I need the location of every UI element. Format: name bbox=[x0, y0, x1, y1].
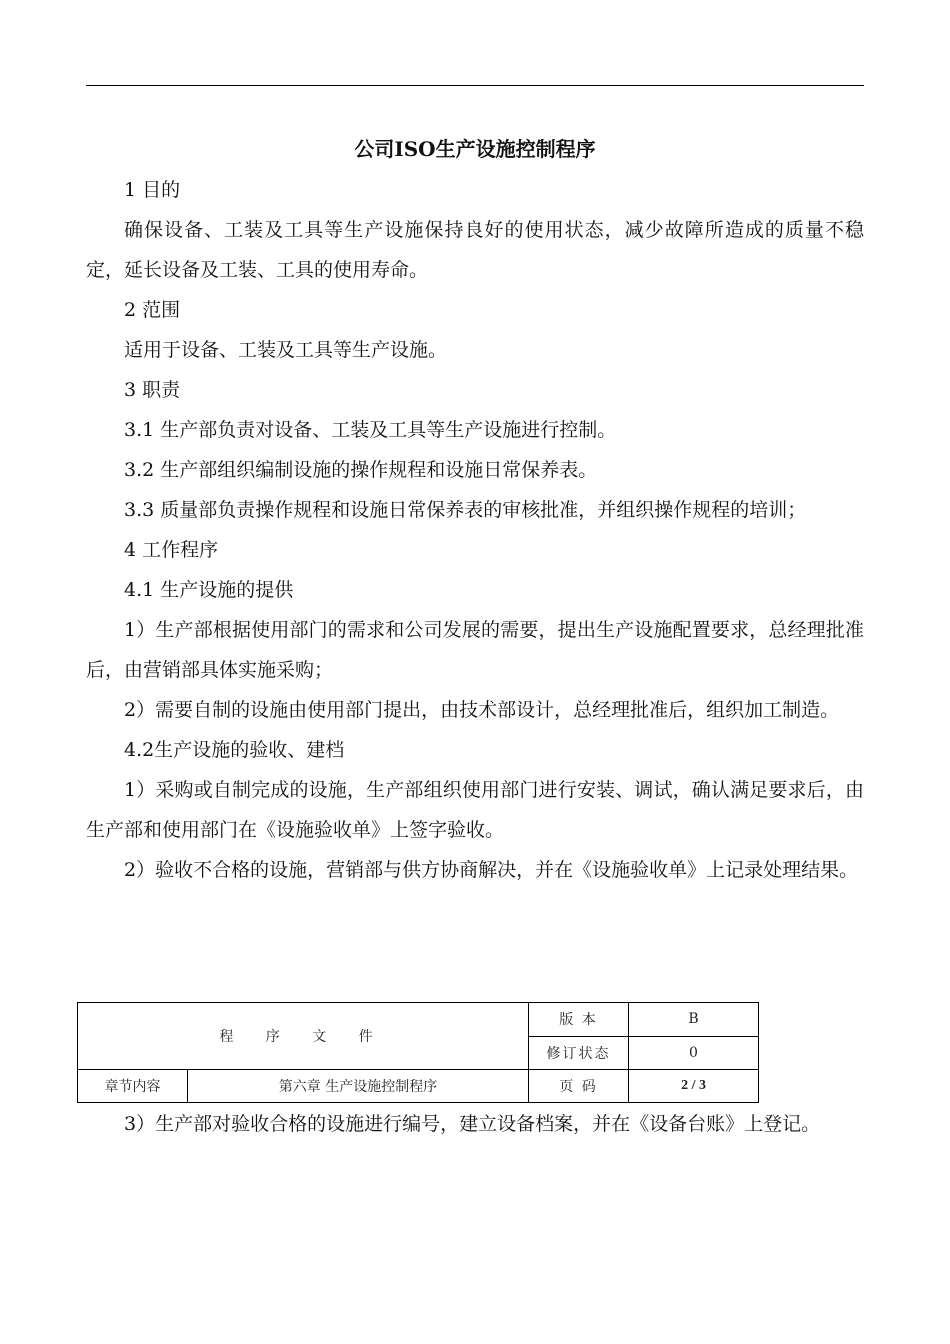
header-rule bbox=[86, 85, 864, 86]
paragraph: 适用于设备、工装及工具等生产设施。 bbox=[124, 339, 448, 361]
paragraph: 3）生产部对验收合格的设施进行编号，建立设备档案，并在《设备台账》上登记。 bbox=[124, 1113, 821, 1135]
page-label: 页 码 bbox=[529, 1070, 629, 1103]
document-control-table bbox=[77, 1002, 759, 1103]
paragraph: 1）采购或自制完成的设施，生产部组织使用部门进行安装、调试，确认满足要求后，由生产部和使用部门在《设施验收单》上签字验收。 bbox=[86, 779, 864, 841]
paragraph: 1）生产部根据使用部门的需求和公司发展的需要，提出生产设施配置要求，总经理批准后，由营销部具体实施采购； bbox=[86, 619, 864, 681]
document-title: 公司ISO生产设施控制程序 bbox=[354, 137, 596, 161]
paragraph: 3.3 质量部负责操作规程和设施日常保养表的审核批准，并组织操作规程的培训； bbox=[124, 499, 807, 521]
version-label: 版 本 bbox=[529, 1003, 629, 1037]
chapter-title: 第六章 生产设施控制程序 bbox=[188, 1070, 529, 1103]
paragraph: 3.1 生产部负责对设备、工装及工具等生产设施进行控制。 bbox=[124, 419, 617, 441]
section-heading: 3 职责 bbox=[124, 379, 181, 401]
section-heading: 4 工作程序 bbox=[124, 539, 219, 561]
section-heading: 2 范围 bbox=[124, 299, 181, 321]
paragraph: 2）需要自制的设施由使用部门提出，由技术部设计，总经理批准后，组织加工制造。 bbox=[124, 699, 840, 721]
page-number: 2 / 3 bbox=[629, 1070, 759, 1103]
version-value: B bbox=[629, 1003, 759, 1037]
revision-value: 0 bbox=[629, 1036, 759, 1070]
subsection-heading: 4.1 生产设施的提供 bbox=[124, 579, 294, 601]
revision-label: 修订状态 bbox=[529, 1036, 629, 1070]
section-heading: 1 目的 bbox=[124, 179, 181, 201]
document-body-continued bbox=[86, 1104, 864, 1144]
document-body bbox=[86, 170, 864, 890]
paragraph: 2）验收不合格的设施，营销部与供方协商解决，并在《设施验收单》上记录处理结果。 bbox=[124, 859, 859, 881]
section-label: 章节内容 bbox=[78, 1070, 188, 1103]
subsection-heading: 4.2生产设施的验收、建档 bbox=[124, 739, 345, 761]
paragraph: 确保设备、工装及工具等生产设施保持良好的使用状态，减少故障所造成的质量不稳定，延长设备及工装、工具的使用寿命。 bbox=[86, 219, 864, 281]
doc-type-cell: 程 序 文 件 bbox=[78, 1003, 529, 1070]
paragraph: 3.2 生产部组织编制设施的操作规程和设施日常保养表。 bbox=[124, 459, 598, 481]
